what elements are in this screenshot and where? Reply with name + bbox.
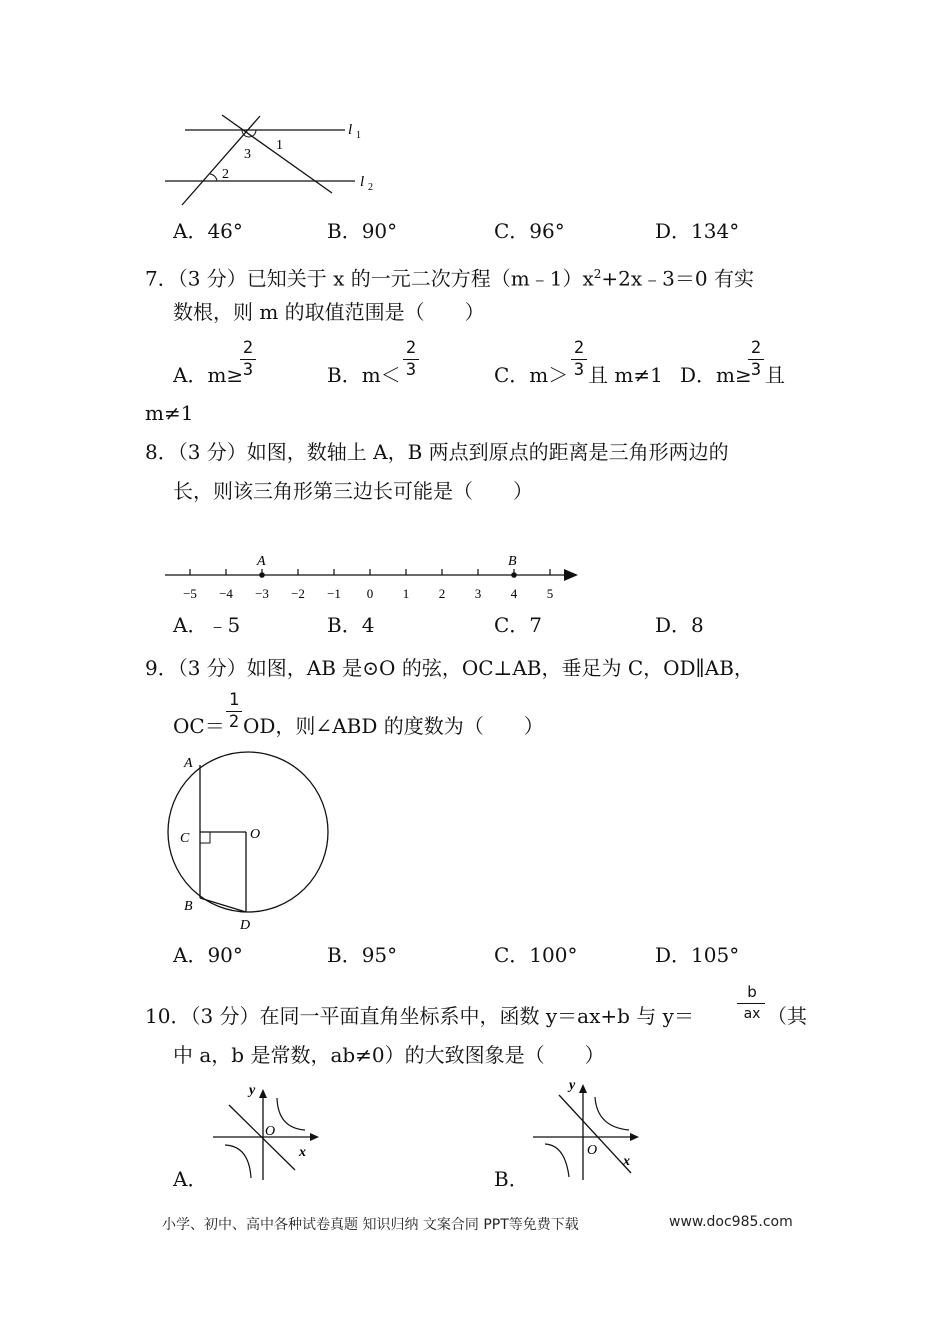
q8-option-c[interactable]: C．7 [494, 613, 543, 637]
tick-label: 1 [402, 586, 410, 601]
footer-text: 小学、初中、高中各种试卷真题 知识归纳 文案合同 PPT等免费下载 [162, 1217, 579, 1233]
tick-label: −1 [327, 586, 341, 601]
angle-2-label: 2 [222, 167, 229, 182]
svg-text:O: O [587, 1143, 598, 1158]
tick-label: −2 [291, 586, 305, 601]
tick-label: 0 [366, 586, 374, 601]
q7-option-a[interactable]: A．m≥ [173, 363, 244, 387]
q9-stem-line2-pre: OC＝ [173, 714, 225, 738]
q9-stem-line1: 9．（3 分）如图，AB 是⊙O 的弦，OC⊥AB，垂足为 C，OD∥AB， [145, 656, 754, 680]
q7-option-d[interactable]: D．m≥ [680, 363, 752, 387]
q8-stem-line1: 8．（3 分）如图，数轴上 A，B 两点到原点的距离是三角形两边的 [145, 440, 729, 464]
q7-option-b[interactable]: B．m＜ [327, 363, 401, 387]
q9-option-c[interactable]: C．100° [494, 943, 578, 967]
point-b-label: B [508, 554, 517, 569]
l1-label: l [348, 122, 353, 138]
angle-3-label: 3 [244, 147, 251, 162]
label-A: A [184, 756, 193, 771]
point-a-dot [259, 572, 265, 578]
q7-stem-line1: 7．（3 分）已知关于 x 的一元二次方程$(m﹣1)x^2+2x﹣3=0$ 有实 [145, 266, 754, 291]
svg-text:x: x [299, 1145, 306, 1160]
q9-circle-figure [160, 750, 340, 935]
svg-text:2: 2 [368, 182, 373, 193]
tick-label: 2 [438, 586, 446, 601]
q10-option-a[interactable]: A． [173, 1167, 208, 1191]
svg-text:1: 1 [356, 130, 361, 141]
q6-option-a[interactable]: A．46° [173, 219, 243, 243]
svg-text:x: x [623, 1154, 630, 1169]
angle-1-label: 1 [276, 138, 283, 153]
tick-label: −4 [219, 586, 233, 601]
q7-option-c-tail: 且 m≠1 [588, 363, 663, 387]
label-D: D [240, 918, 251, 933]
svg-text:y: y [569, 1078, 576, 1093]
q8-number-line [160, 548, 590, 608]
q10-stem-line1-pre: 10．（3 分）在同一平面直角坐标系中，函数 y＝ax+b 与 y＝ [145, 1004, 694, 1028]
tick-label: 3 [474, 586, 482, 601]
svg-text:O: O [265, 1124, 276, 1139]
q7-stem-line2: 数根，则 m 的取值范围是（ ） [173, 300, 485, 324]
label-B: B [184, 899, 193, 914]
q7-option-c[interactable]: C．m＞ [494, 363, 569, 387]
tick-label: 5 [546, 586, 554, 601]
q8-option-d[interactable]: D．8 [655, 613, 704, 637]
q10-stem-line1-post: （其 [767, 1004, 807, 1028]
footer-url[interactable]: www.doc985.com [669, 1214, 793, 1230]
q10-graph-a [205, 1080, 325, 1185]
q7-option-d-tail: 且 [765, 363, 785, 387]
q6-option-d[interactable]: D．134° [655, 219, 740, 243]
tick-label: −3 [255, 586, 269, 601]
point-a-label: A [257, 554, 266, 569]
q8-stem-line2: 长，则该三角形第三边长可能是（ ） [173, 479, 533, 503]
q10-stem-line2: 中 a，b 是常数，ab≠0）的大致图象是（ ） [173, 1043, 605, 1067]
q8-option-a[interactable]: A．﹣5 [173, 613, 241, 637]
q8-option-b[interactable]: B．4 [327, 613, 375, 637]
q9-option-a[interactable]: A．90° [173, 943, 243, 967]
q6-option-c[interactable]: C．96° [494, 219, 565, 243]
svg-text:y: y [249, 1083, 256, 1098]
q7-option-d-wrap: m≠1 [145, 401, 194, 425]
q9-stem-line2-post: OD，则∠ABD 的度数为（ ） [243, 714, 544, 738]
label-O: O [250, 827, 261, 842]
q9-option-b[interactable]: B．95° [327, 943, 398, 967]
q9-option-d[interactable]: D．105° [655, 943, 740, 967]
q10-option-b[interactable]: B． [494, 1167, 529, 1191]
point-b-dot [511, 572, 517, 578]
q6-parallel-lines-figure [160, 110, 390, 210]
q10-graph-b [525, 1075, 645, 1180]
q6-option-b[interactable]: B．90° [327, 219, 398, 243]
label-C: C [180, 831, 190, 846]
l2-label: l [360, 174, 365, 190]
tick-label: 4 [510, 586, 518, 601]
tick-label: −5 [183, 586, 197, 601]
